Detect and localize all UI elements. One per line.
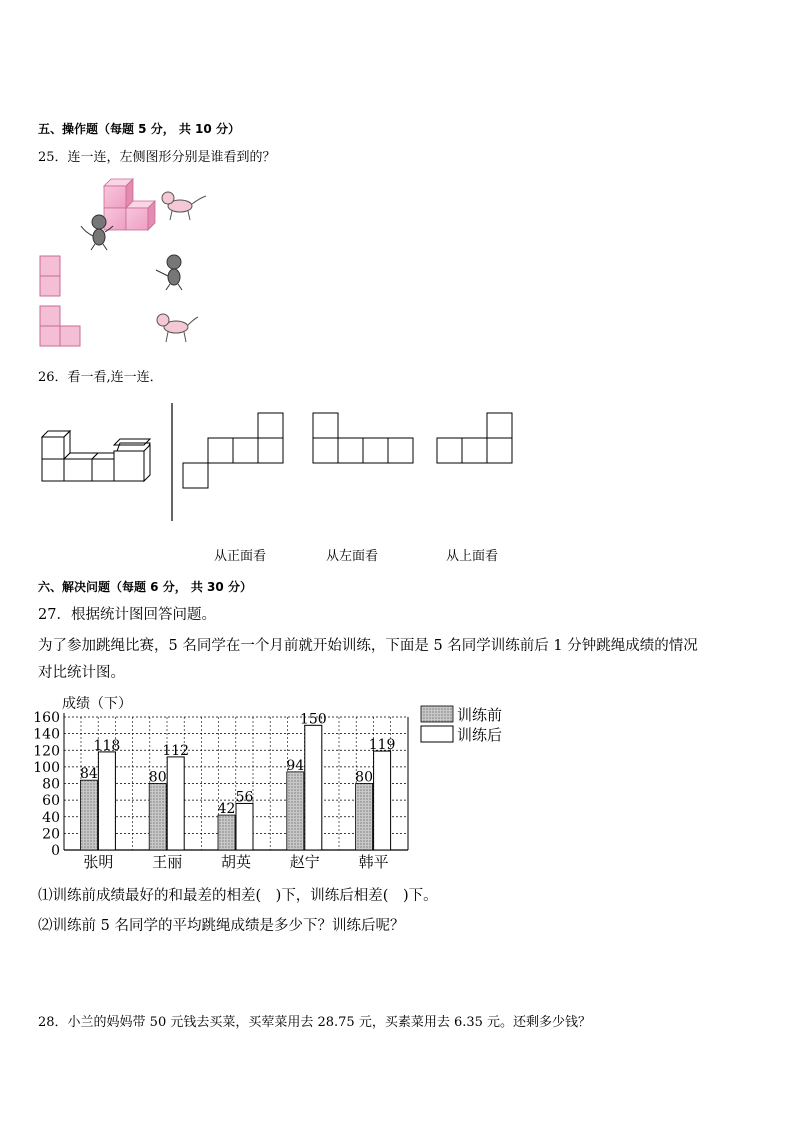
q27-sub1: ⑴训练前成绩最好的和最差的相差( )下，训练后相差( )下。 <box>38 888 438 904</box>
q27-sub2: ⑵训练前 5 名同学的平均跳绳成绩是多少下？训练后呢？ <box>38 918 405 934</box>
bar-after <box>305 725 322 850</box>
x-tick-label: 王丽 <box>152 853 183 871</box>
data-label-after: 112 <box>162 742 190 759</box>
bar-chart <box>0 690 794 880</box>
x-tick-label: 赵宁 <box>289 853 320 871</box>
q27-text: 27．根据统计图回答问题。 <box>38 607 216 623</box>
x-tick-label: 胡英 <box>220 853 252 871</box>
pink-cube-group <box>104 179 155 230</box>
legend-label-after: 训练后 <box>457 726 503 744</box>
view-shape-1 <box>40 256 60 296</box>
y-tick-label: 160 <box>33 710 60 726</box>
dog-icon <box>157 314 198 342</box>
data-label-before: 94 <box>286 757 305 774</box>
data-label-before: 84 <box>79 766 98 783</box>
bar-before <box>149 784 166 851</box>
y-tick-label: 0 <box>51 843 60 859</box>
view-option-top <box>437 413 512 463</box>
section6-heading: 六、解决问题（每题 6 分， 共 30 分） <box>38 580 252 594</box>
y-tick-label: 60 <box>42 793 60 810</box>
y-tick-label: 100 <box>33 759 60 776</box>
q27-desc-line1: 为了参加跳绳比赛，5 名同学在一个月前就开始训练，下面是 5 名同学训练前后 1 分钟跳绳成绩的情况 <box>38 638 698 654</box>
label-left-view: 从左面看 <box>326 549 379 564</box>
data-label-before: 42 <box>217 801 236 818</box>
data-label-after: 150 <box>299 711 327 728</box>
y-tick-label: 140 <box>33 726 60 743</box>
dog-icon <box>162 192 206 220</box>
x-tick-label: 张明 <box>83 853 114 871</box>
y-tick-label: 20 <box>42 826 60 843</box>
cube-solid <box>42 431 150 481</box>
data-label-after: 119 <box>368 737 396 754</box>
data-label-before: 80 <box>148 769 167 786</box>
bar-after <box>236 803 253 850</box>
y-tick-label: 120 <box>33 743 60 760</box>
legend-label-before: 训练前 <box>457 706 503 724</box>
y-tick-label: 40 <box>42 809 60 826</box>
x-tick-label: 韩平 <box>358 853 389 871</box>
q26-figure <box>0 395 794 535</box>
label-front-view: 从正面看 <box>214 549 267 564</box>
data-label-after: 56 <box>235 789 254 806</box>
q25-figure <box>0 0 794 360</box>
q28-text: 28．小兰的妈妈带 50 元钱去买菜，买荤菜用去 28.75 元，买素菜用去 6.35 元。还剩多少钱？ <box>38 1015 592 1030</box>
legend-swatch-after <box>421 726 453 742</box>
q27-desc-line2: 对比统计图。 <box>38 665 125 681</box>
y-tick-label: 80 <box>42 776 60 793</box>
view-shape-2 <box>40 306 80 346</box>
q25-text: 25．连一连，左侧图形分别是谁看到的？ <box>38 150 276 165</box>
view-option-left <box>313 413 413 463</box>
bar-before <box>218 815 235 850</box>
view-option-front <box>183 413 283 488</box>
bar-before <box>80 780 97 850</box>
bar-before <box>287 772 304 850</box>
bar-after <box>167 757 184 850</box>
y-axis-label: 成绩（下） <box>62 696 132 712</box>
monkey-icon <box>156 255 182 290</box>
legend-swatch-before <box>421 706 453 722</box>
q26-text: 26．看一看,连一连． <box>38 370 163 385</box>
section5-heading: 五、操作题（每题 5 分， 共 10 分） <box>38 122 240 136</box>
bar-after <box>98 752 115 850</box>
data-label-before: 80 <box>355 769 374 786</box>
data-label-after: 118 <box>93 737 121 754</box>
bar-after <box>374 751 391 850</box>
label-top-view: 从上面看 <box>446 549 499 564</box>
bar-before <box>356 784 373 851</box>
